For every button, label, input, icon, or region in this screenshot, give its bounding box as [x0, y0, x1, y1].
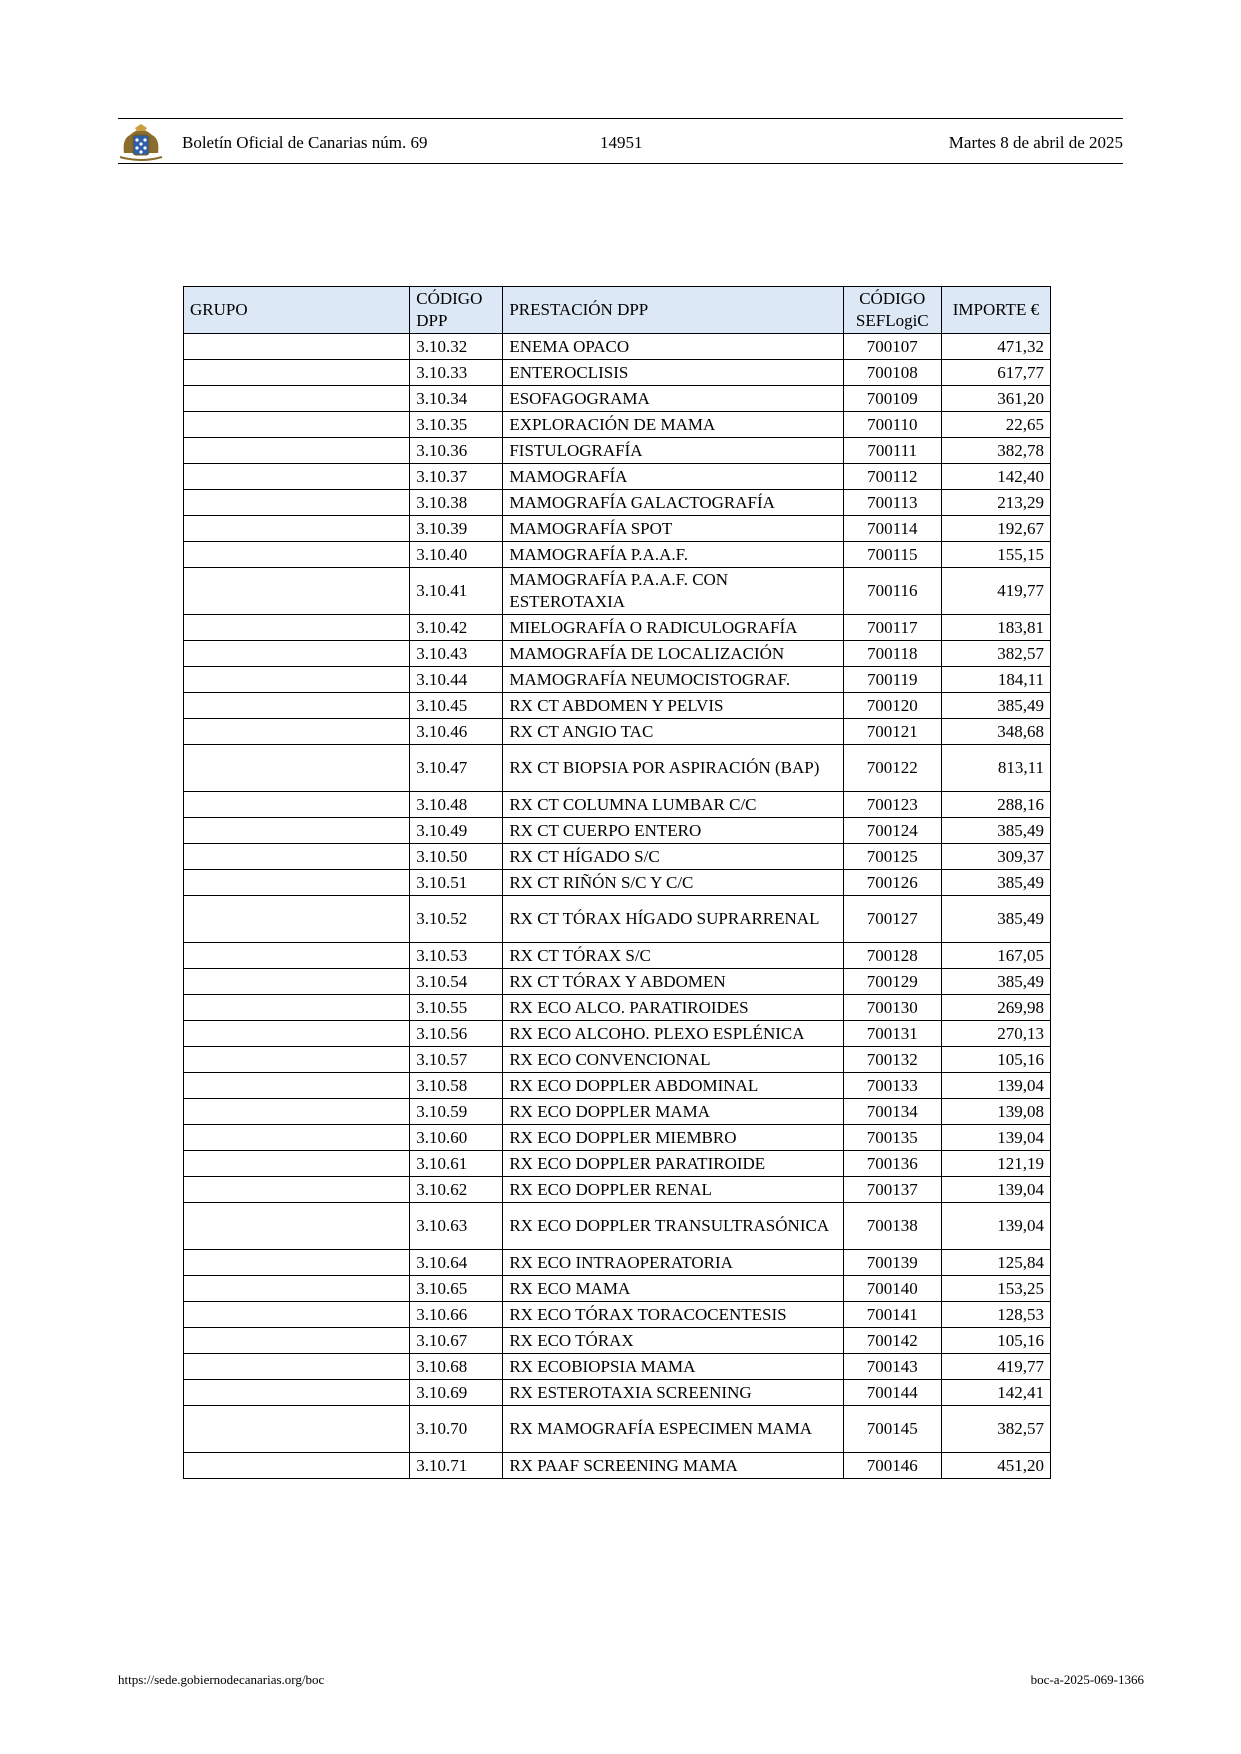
cell-importe: 471,32: [941, 334, 1050, 360]
cell-importe: 22,65: [941, 412, 1050, 438]
cell-grupo: [184, 870, 410, 896]
cell-importe: 813,11: [941, 745, 1050, 792]
column-header-grupo: GRUPO: [184, 287, 410, 334]
cell-importe: 382,57: [941, 641, 1050, 667]
cell-codigo-seflogic: 700112: [843, 464, 941, 490]
cell-codigo-seflogic: 700113: [843, 490, 941, 516]
cell-prestacion: MAMOGRAFÍA GALACTOGRAFÍA: [503, 490, 843, 516]
cell-grupo: [184, 745, 410, 792]
cell-grupo: [184, 1125, 410, 1151]
cell-codigo-dpp: 3.10.59: [410, 1099, 503, 1125]
column-header-prestacion: PRESTACIÓN DPP: [503, 287, 843, 334]
cell-codigo-dpp: 3.10.40: [410, 542, 503, 568]
cell-prestacion: RX CT ANGIO TAC: [503, 719, 843, 745]
column-header-codigo-dpp: [410, 287, 503, 334]
cell-importe: 348,68: [941, 719, 1050, 745]
table-row: [184, 1073, 1051, 1099]
cell-importe: 155,15: [941, 542, 1050, 568]
table-row: [184, 542, 1051, 568]
cell-prestacion: MAMOGRAFÍA: [503, 464, 843, 490]
cell-prestacion: RX CT TÓRAX HÍGADO SUPRARRENAL: [503, 896, 843, 943]
table-row: [184, 1203, 1051, 1250]
table-row: [184, 516, 1051, 542]
cell-prestacion: RX ECO CONVENCIONAL: [503, 1047, 843, 1073]
cell-importe: 385,49: [941, 818, 1050, 844]
cell-prestacion: RX PAAF SCREENING MAMA: [503, 1453, 843, 1479]
cell-prestacion: FISTULOGRAFÍA: [503, 438, 843, 464]
table-row: [184, 1151, 1051, 1177]
column-header-importe: IMPORTE €: [941, 287, 1050, 334]
cell-codigo-dpp: 3.10.39: [410, 516, 503, 542]
cell-codigo-dpp: 3.10.50: [410, 844, 503, 870]
table-row: [184, 870, 1051, 896]
cell-codigo-seflogic: 700126: [843, 870, 941, 896]
table-row: [184, 1021, 1051, 1047]
cell-codigo-dpp: 3.10.34: [410, 386, 503, 412]
tariff-table: [183, 286, 1051, 1479]
cell-prestacion: RX CT ABDOMEN Y PELVIS: [503, 693, 843, 719]
cell-codigo-seflogic: 700111: [843, 438, 941, 464]
cell-codigo-dpp: 3.10.36: [410, 438, 503, 464]
cell-codigo-seflogic: 700145: [843, 1406, 941, 1453]
cell-grupo: [184, 641, 410, 667]
cell-grupo: [184, 334, 410, 360]
cell-grupo: [184, 1047, 410, 1073]
cell-codigo-seflogic: 700144: [843, 1380, 941, 1406]
cell-codigo-seflogic: 700134: [843, 1099, 941, 1125]
cell-importe: 105,16: [941, 1328, 1050, 1354]
cell-codigo-seflogic: 700118: [843, 641, 941, 667]
cell-prestacion: RX ECO DOPPLER PARATIROIDE: [503, 1151, 843, 1177]
cell-codigo-seflogic: 700141: [843, 1302, 941, 1328]
cell-importe: 139,04: [941, 1073, 1050, 1099]
cell-codigo-dpp: 3.10.52: [410, 896, 503, 943]
cell-prestacion: RX ECO DOPPLER TRANSULTRASÓNICA: [503, 1203, 843, 1250]
cell-codigo-dpp: 3.10.63: [410, 1203, 503, 1250]
table-row: [184, 1177, 1051, 1203]
cell-codigo-dpp: 3.10.41: [410, 568, 503, 615]
cell-importe: 382,78: [941, 438, 1050, 464]
cell-prestacion: RX ECO DOPPLER ABDOMINAL: [503, 1073, 843, 1099]
cell-grupo: [184, 1302, 410, 1328]
cell-codigo-dpp: 3.10.60: [410, 1125, 503, 1151]
cell-codigo-seflogic: 700117: [843, 615, 941, 641]
cell-grupo: [184, 693, 410, 719]
cell-grupo: [184, 943, 410, 969]
bulletin-title: Boletín Oficial de Canarias núm. 69: [182, 133, 428, 152]
cell-codigo-seflogic: 700135: [843, 1125, 941, 1151]
footer-reference: boc-a-2025-069-1366: [1030, 1672, 1144, 1687]
table-row: [184, 360, 1051, 386]
cell-prestacion: MAMOGRAFÍA SPOT: [503, 516, 843, 542]
cell-importe: 270,13: [941, 1021, 1050, 1047]
cell-codigo-seflogic: 700128: [843, 943, 941, 969]
cell-codigo-seflogic: 700129: [843, 969, 941, 995]
cell-codigo-dpp: 3.10.45: [410, 693, 503, 719]
table-row: [184, 818, 1051, 844]
cell-prestacion: RX ECO DOPPLER RENAL: [503, 1177, 843, 1203]
cell-prestacion: MAMOGRAFÍA NEUMOCISTOGRAF.: [503, 667, 843, 693]
cell-importe: 385,49: [941, 870, 1050, 896]
table-row: [184, 568, 1051, 615]
cell-grupo: [184, 719, 410, 745]
cell-importe: 142,40: [941, 464, 1050, 490]
cell-codigo-dpp: 3.10.70: [410, 1406, 503, 1453]
table-row: [184, 844, 1051, 870]
cell-codigo-dpp: 3.10.35: [410, 412, 503, 438]
cell-importe: 361,20: [941, 386, 1050, 412]
cell-codigo-seflogic: 700140: [843, 1276, 941, 1302]
cell-prestacion: RX ECOBIOPSIA MAMA: [503, 1354, 843, 1380]
cell-grupo: [184, 1177, 410, 1203]
cell-grupo: [184, 792, 410, 818]
cell-importe: 139,08: [941, 1099, 1050, 1125]
cell-grupo: [184, 969, 410, 995]
cell-codigo-dpp: 3.10.33: [410, 360, 503, 386]
cell-prestacion: MIELOGRAFÍA O RADICULOGRAFÍA: [503, 615, 843, 641]
table-row: [184, 1302, 1051, 1328]
cell-grupo: [184, 490, 410, 516]
cell-prestacion: RX ECO DOPPLER MAMA: [503, 1099, 843, 1125]
table-row: [184, 1047, 1051, 1073]
table-row: [184, 1099, 1051, 1125]
cell-grupo: [184, 542, 410, 568]
table-row: [184, 896, 1051, 943]
table-row: [184, 792, 1051, 818]
cell-codigo-dpp: 3.10.51: [410, 870, 503, 896]
cell-codigo-seflogic: 700139: [843, 1250, 941, 1276]
cell-grupo: [184, 1354, 410, 1380]
cell-codigo-seflogic: 700132: [843, 1047, 941, 1073]
cell-importe: 183,81: [941, 615, 1050, 641]
table-row: [184, 1250, 1051, 1276]
cell-prestacion: RX CT TÓRAX S/C: [503, 943, 843, 969]
cell-codigo-seflogic: 700125: [843, 844, 941, 870]
cell-grupo: [184, 844, 410, 870]
cell-codigo-seflogic: 700122: [843, 745, 941, 792]
cell-prestacion: RX ECO INTRAOPERATORIA: [503, 1250, 843, 1276]
cell-codigo-seflogic: 700114: [843, 516, 941, 542]
cell-prestacion: RX ECO TÓRAX TORACOCENTESIS: [503, 1302, 843, 1328]
cell-grupo: [184, 615, 410, 641]
cell-codigo-dpp: 3.10.38: [410, 490, 503, 516]
cell-importe: 385,49: [941, 896, 1050, 943]
cell-codigo-seflogic: 700130: [843, 995, 941, 1021]
cell-codigo-dpp: 3.10.46: [410, 719, 503, 745]
cell-prestacion: RX ECO DOPPLER MIEMBRO: [503, 1125, 843, 1151]
publication-date: Martes 8 de abril de 2025: [948, 133, 1123, 152]
cell-importe: 125,84: [941, 1250, 1050, 1276]
cell-importe: 142,41: [941, 1380, 1050, 1406]
cell-codigo-dpp: 3.10.64: [410, 1250, 503, 1276]
cell-importe: 167,05: [941, 943, 1050, 969]
table-row: [184, 667, 1051, 693]
column-header-codigo-seflogic: [843, 287, 941, 334]
cell-importe: 213,29: [941, 490, 1050, 516]
table-row: [184, 490, 1051, 516]
cell-prestacion: ENTEROCLISIS: [503, 360, 843, 386]
cell-importe: 105,16: [941, 1047, 1050, 1073]
coat-of-arms-icon: [118, 123, 164, 161]
cell-grupo: [184, 1151, 410, 1177]
cell-codigo-seflogic: 700127: [843, 896, 941, 943]
cell-codigo-dpp: 3.10.37: [410, 464, 503, 490]
cell-importe: 128,53: [941, 1302, 1050, 1328]
table-row: [184, 1354, 1051, 1380]
cell-importe: 288,16: [941, 792, 1050, 818]
table-row: [184, 1125, 1051, 1151]
cell-grupo: [184, 896, 410, 943]
cell-grupo: [184, 995, 410, 1021]
cell-codigo-dpp: 3.10.67: [410, 1328, 503, 1354]
cell-prestacion: ESOFAGOGRAMA: [503, 386, 843, 412]
cell-prestacion: ENEMA OPACO: [503, 334, 843, 360]
cell-codigo-seflogic: 700133: [843, 1073, 941, 1099]
cell-codigo-dpp: 3.10.57: [410, 1047, 503, 1073]
table-row: [184, 438, 1051, 464]
cell-codigo-dpp: 3.10.54: [410, 969, 503, 995]
cell-grupo: [184, 1328, 410, 1354]
cell-codigo-seflogic: 700124: [843, 818, 941, 844]
cell-prestacion: MAMOGRAFÍA P.A.A.F.: [503, 542, 843, 568]
table-header-row: [184, 287, 1051, 334]
cell-grupo: [184, 1021, 410, 1047]
cell-grupo: [184, 1099, 410, 1125]
cell-prestacion: RX CT RIÑÓN S/C Y C/C: [503, 870, 843, 896]
cell-prestacion: RX ESTEROTAXIA SCREENING: [503, 1380, 843, 1406]
cell-prestacion: RX CT BIOPSIA POR ASPIRACIÓN (BAP): [503, 745, 843, 792]
table-row: [184, 745, 1051, 792]
cell-grupo: [184, 1073, 410, 1099]
cell-codigo-dpp: 3.10.71: [410, 1453, 503, 1479]
cell-importe: 121,19: [941, 1151, 1050, 1177]
cell-grupo: [184, 568, 410, 615]
cell-codigo-seflogic: 700123: [843, 792, 941, 818]
cell-prestacion: MAMOGRAFÍA DE LOCALIZACIÓN: [503, 641, 843, 667]
cell-prestacion: RX ECO ALCO. PARATIROIDES: [503, 995, 843, 1021]
cell-codigo-seflogic: 700137: [843, 1177, 941, 1203]
table-row: [184, 412, 1051, 438]
page-number: 14951: [600, 133, 643, 152]
cell-grupo: [184, 1250, 410, 1276]
footer-url: https://sede.gobiernodecanarias.org/boc: [118, 1672, 325, 1687]
cell-grupo: [184, 438, 410, 464]
cell-codigo-dpp: 3.10.65: [410, 1276, 503, 1302]
cell-prestacion: RX ECO MAMA: [503, 1276, 843, 1302]
cell-codigo-seflogic: 700142: [843, 1328, 941, 1354]
cell-grupo: [184, 1406, 410, 1453]
cell-codigo-dpp: 3.10.56: [410, 1021, 503, 1047]
cell-importe: 382,57: [941, 1406, 1050, 1453]
cell-prestacion: EXPLORACIÓN DE MAMA: [503, 412, 843, 438]
cell-codigo-dpp: 3.10.48: [410, 792, 503, 818]
cell-grupo: [184, 386, 410, 412]
cell-codigo-seflogic: 700109: [843, 386, 941, 412]
table-row: [184, 1453, 1051, 1479]
cell-importe: 385,49: [941, 693, 1050, 719]
cell-grupo: [184, 360, 410, 386]
page-header: [118, 118, 1123, 164]
table-row: [184, 1380, 1051, 1406]
cell-codigo-seflogic: 700116: [843, 568, 941, 615]
table-row: [184, 995, 1051, 1021]
cell-grupo: [184, 412, 410, 438]
cell-codigo-dpp: 3.10.32: [410, 334, 503, 360]
cell-importe: 269,98: [941, 995, 1050, 1021]
cell-codigo-seflogic: 700146: [843, 1453, 941, 1479]
cell-grupo: [184, 667, 410, 693]
cell-codigo-dpp: 3.10.58: [410, 1073, 503, 1099]
cell-grupo: [184, 1380, 410, 1406]
table-body: [184, 334, 1051, 1479]
cell-codigo-seflogic: 700115: [843, 542, 941, 568]
cell-prestacion: RX CT CUERPO ENTERO: [503, 818, 843, 844]
cell-prestacion: RX CT TÓRAX Y ABDOMEN: [503, 969, 843, 995]
table-row: [184, 1276, 1051, 1302]
cell-importe: 419,77: [941, 568, 1050, 615]
cell-codigo-dpp: 3.10.69: [410, 1380, 503, 1406]
cell-codigo-dpp: 3.10.44: [410, 667, 503, 693]
cell-codigo-seflogic: 700121: [843, 719, 941, 745]
cell-codigo-dpp: 3.10.62: [410, 1177, 503, 1203]
cell-codigo-seflogic: 700131: [843, 1021, 941, 1047]
table-row: [184, 719, 1051, 745]
cell-grupo: [184, 1276, 410, 1302]
cell-codigo-seflogic: 700120: [843, 693, 941, 719]
table-row: [184, 464, 1051, 490]
table-row: [184, 1406, 1051, 1453]
cell-prestacion: RX CT HÍGADO S/C: [503, 844, 843, 870]
column-header-codigo-seflogic-label: CÓDIGO SEFLogiC: [855, 289, 929, 330]
cell-codigo-seflogic: 700108: [843, 360, 941, 386]
cell-importe: 184,11: [941, 667, 1050, 693]
cell-grupo: [184, 516, 410, 542]
cell-codigo-dpp: 3.10.66: [410, 1302, 503, 1328]
cell-prestacion: RX MAMOGRAFÍA ESPECIMEN MAMA: [503, 1406, 843, 1453]
table-row: [184, 615, 1051, 641]
cell-prestacion: RX ECO TÓRAX: [503, 1328, 843, 1354]
cell-codigo-dpp: 3.10.53: [410, 943, 503, 969]
table-row: [184, 969, 1051, 995]
cell-codigo-seflogic: 700143: [843, 1354, 941, 1380]
cell-importe: 153,25: [941, 1276, 1050, 1302]
cell-prestacion: RX CT COLUMNA LUMBAR C/C: [503, 792, 843, 818]
table-row: [184, 641, 1051, 667]
table-row: [184, 334, 1051, 360]
cell-importe: 192,67: [941, 516, 1050, 542]
cell-codigo-dpp: 3.10.49: [410, 818, 503, 844]
cell-codigo-seflogic: 700107: [843, 334, 941, 360]
table-row: [184, 943, 1051, 969]
cell-grupo: [184, 818, 410, 844]
cell-codigo-seflogic: 700119: [843, 667, 941, 693]
cell-grupo: [184, 1453, 410, 1479]
cell-grupo: [184, 464, 410, 490]
cell-importe: 419,77: [941, 1354, 1050, 1380]
cell-importe: 139,04: [941, 1203, 1050, 1250]
cell-importe: 451,20: [941, 1453, 1050, 1479]
column-header-codigo-dpp-label: CÓDIGO DPP: [416, 289, 483, 330]
cell-codigo-dpp: 3.10.61: [410, 1151, 503, 1177]
table-row: [184, 693, 1051, 719]
cell-codigo-dpp: 3.10.47: [410, 745, 503, 792]
cell-importe: 617,77: [941, 360, 1050, 386]
table-row: [184, 1328, 1051, 1354]
cell-codigo-dpp: 3.10.43: [410, 641, 503, 667]
cell-codigo-seflogic: 700138: [843, 1203, 941, 1250]
cell-codigo-seflogic: 700136: [843, 1151, 941, 1177]
cell-codigo-dpp: 3.10.55: [410, 995, 503, 1021]
cell-grupo: [184, 1203, 410, 1250]
cell-importe: 139,04: [941, 1177, 1050, 1203]
cell-prestacion: RX ECO ALCOHO. PLEXO ESPLÉNICA: [503, 1021, 843, 1047]
cell-codigo-seflogic: 700110: [843, 412, 941, 438]
cell-importe: 385,49: [941, 969, 1050, 995]
cell-codigo-dpp: 3.10.42: [410, 615, 503, 641]
cell-importe: 139,04: [941, 1125, 1050, 1151]
cell-codigo-dpp: 3.10.68: [410, 1354, 503, 1380]
table-row: [184, 386, 1051, 412]
cell-importe: 309,37: [941, 844, 1050, 870]
cell-prestacion: MAMOGRAFÍA P.A.A.F. CON ESTEROTAXIA: [503, 568, 843, 615]
